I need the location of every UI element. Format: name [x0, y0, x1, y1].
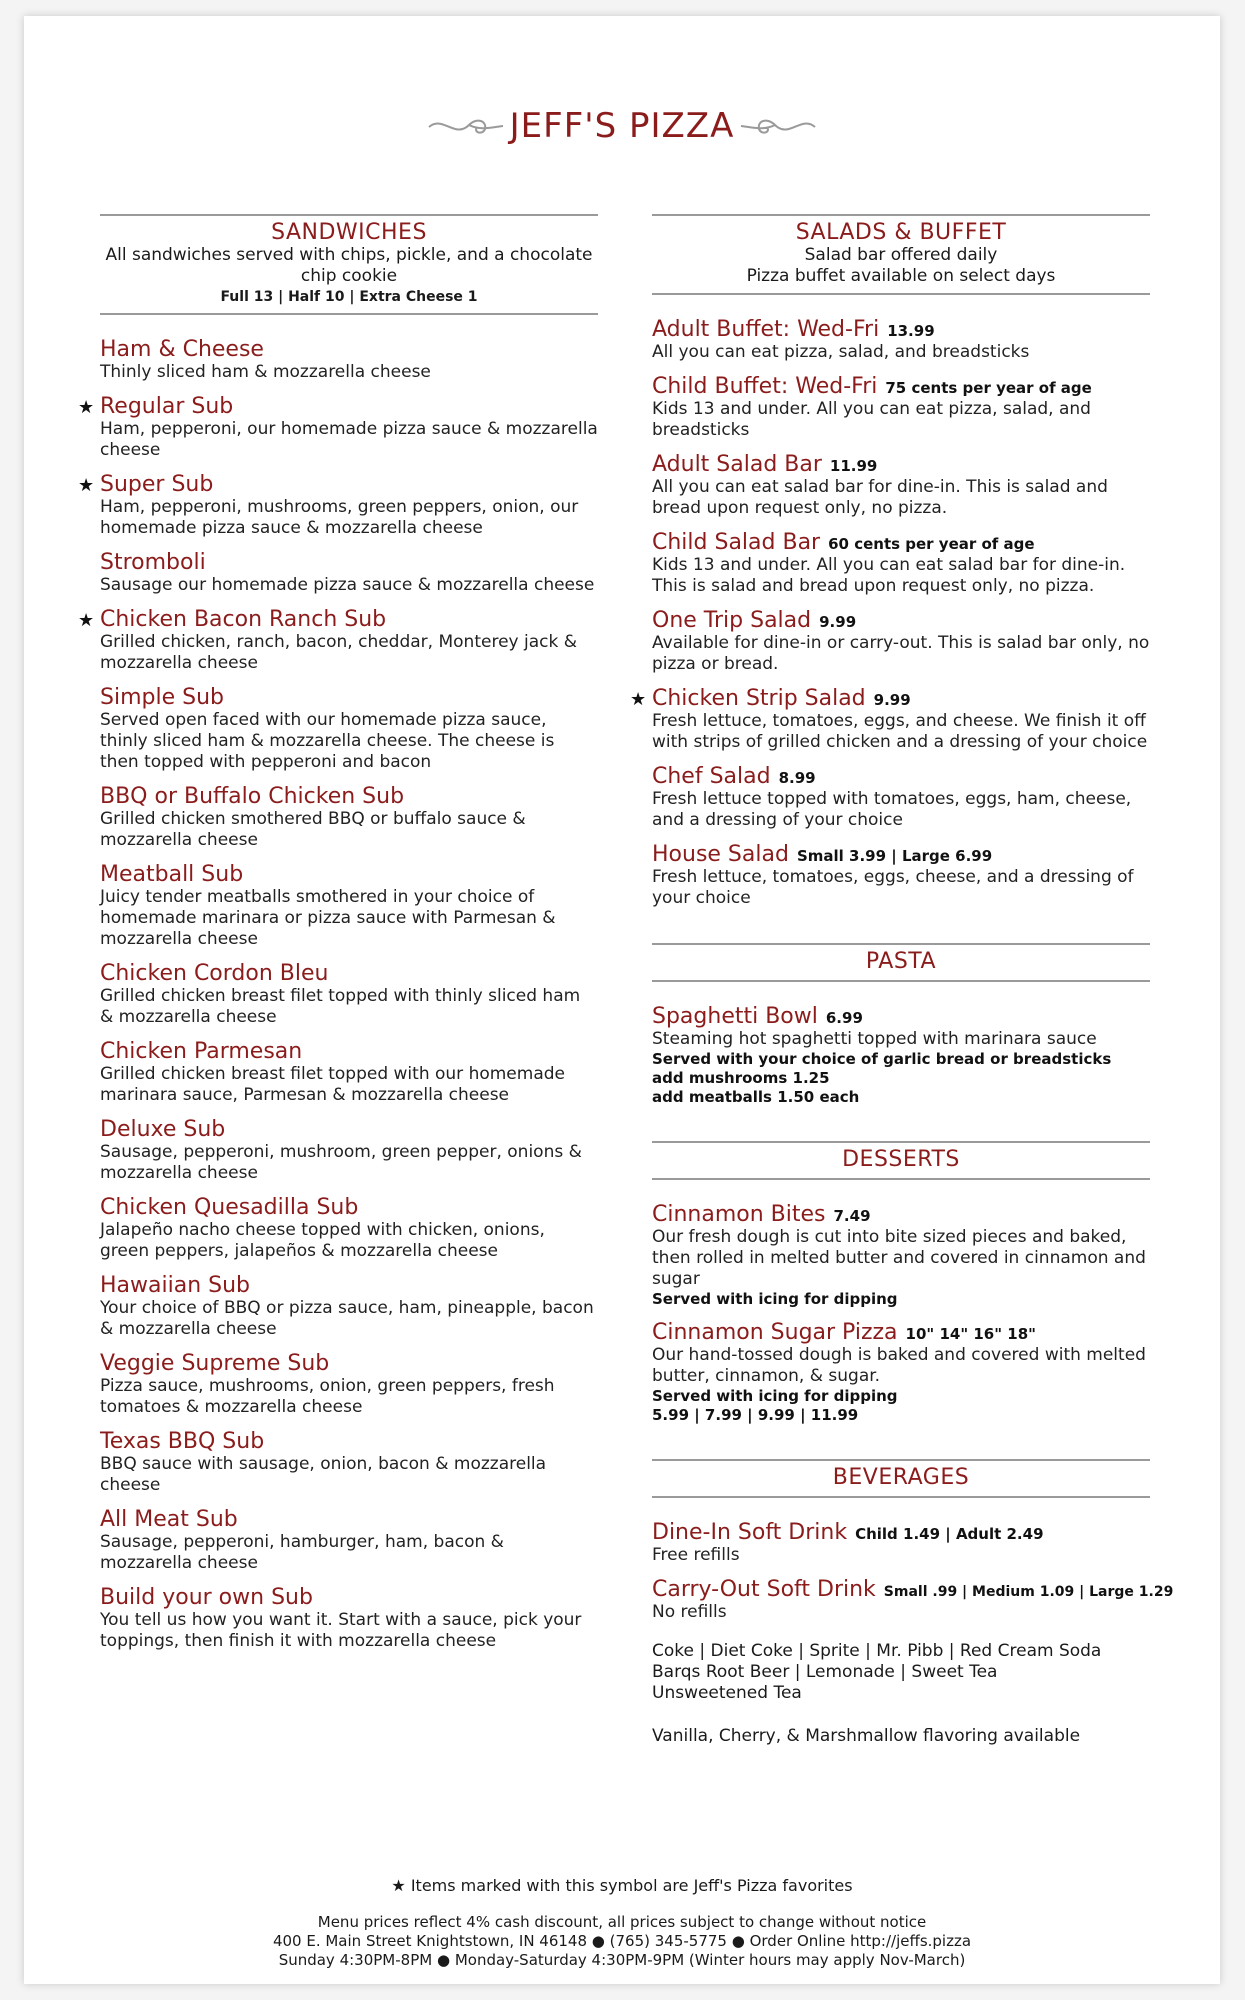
item-price: Small .99 | Medium 1.09 | Large 1.29: [883, 1584, 1174, 1600]
item-description: Sausage our homemade pizza sauce & mozzarella cheese: [100, 575, 595, 595]
item-sizes: 10" 14" 16" 18": [905, 1325, 1036, 1343]
menu-item: [652, 1004, 1150, 1107]
drink-list-line: Unsweetened Tea: [652, 1683, 802, 1703]
item-description: Grilled chicken smothered BBQ or buffalo sauce & mozzarella cheese: [100, 809, 526, 850]
favorite-star-icon: ★: [78, 397, 95, 418]
menu-item: [100, 1273, 598, 1340]
menu-item: [630, 686, 1150, 753]
item-description: All you can eat pizza, salad, and breadsticks: [652, 342, 1030, 362]
item-name: Child Buffet: Wed-Fri: [652, 374, 878, 399]
item-description: Ham, pepperoni, mushrooms, green peppers, onion, our homemade pizza sauce & mozzarella cheese: [100, 497, 579, 538]
item-description: Kids 13 and under. All you can eat pizza, salad, and breadsticks: [652, 399, 1091, 440]
menu-item: [652, 452, 1150, 519]
item-name: Chicken Parmesan: [100, 1039, 303, 1064]
item-price: 9.99: [819, 613, 857, 631]
footer-info: [24, 1913, 1220, 1970]
item-description: Grilled chicken breast filet topped with thinly sliced ham & mozzarella cheese: [100, 986, 581, 1027]
item-name: Stromboli: [100, 550, 206, 575]
item-description: You tell us how you want it. Start with a sauce, pick your toppings, then finish it with mozzarella cheese: [100, 1610, 582, 1651]
item-price: Child 1.49 | Adult 2.49: [855, 1525, 1044, 1543]
item-description: Available for dine-in or carry-out. This is salad bar only, no pizza or bread.: [652, 633, 1150, 674]
menu-header: [24, 106, 1220, 166]
item-description: No refills: [652, 1602, 727, 1622]
item-price: Small 3.99 | Large 6.99: [796, 847, 993, 865]
item-name: Texas BBQ Sub: [100, 1429, 265, 1454]
item-description: Fresh lettuce, tomatoes, eggs, cheese, and a dressing of your choice: [652, 867, 1134, 908]
menu-item: [652, 530, 1150, 597]
menu-item: [652, 1520, 1150, 1566]
item-name: Adult Buffet: Wed-Fri: [652, 317, 880, 342]
salads-title: SALADS & BUFFET: [795, 220, 1007, 245]
salads-header: [652, 214, 1150, 295]
menu-item: [100, 1585, 598, 1652]
left-flourish-icon: [425, 111, 505, 141]
item-description: Steaming hot spaghetti topped with marinara sauce: [652, 1029, 1097, 1049]
salads-subtitle-1: Salad bar offered daily: [804, 245, 998, 265]
item-price: 75 cents per year of age: [885, 379, 1092, 397]
menu-item: [100, 1507, 598, 1574]
sandwiches-title: SANDWICHES: [271, 220, 427, 245]
menu-page: [24, 16, 1220, 1984]
item-name: Spaghetti Bowl: [652, 1004, 818, 1029]
salad-list: [630, 317, 1150, 909]
item-name: Chicken Bacon Ranch Sub: [100, 607, 387, 632]
item-price: 7.49: [833, 1207, 871, 1225]
desserts-header: [652, 1141, 1150, 1180]
item-name: All Meat Sub: [100, 1507, 238, 1532]
menu-item: [100, 784, 598, 851]
item-description: Sausage, pepperoni, mushroom, green pepper, onions & mozzarella cheese: [100, 1142, 582, 1183]
sandwiches-subtitle: All sandwiches served with chips, pickle, and a chocolate chip cookie: [105, 245, 593, 286]
item-note: Served with icing for dipping: [652, 1290, 898, 1308]
menu-item: [652, 1320, 1150, 1425]
item-prices: 5.99 | 7.99 | 9.99 | 11.99: [652, 1406, 859, 1424]
item-price: 13.99: [887, 322, 935, 340]
item-description: All you can eat salad bar for dine-in. This is salad and bread upon request only, no pizza.: [652, 477, 1108, 518]
item-name: Child Salad Bar: [652, 530, 821, 555]
menu-item: [652, 608, 1150, 675]
drink-list: [652, 1641, 1150, 1704]
salads-subtitle-2: Pizza buffet available on select days: [746, 266, 1056, 286]
favorite-star-icon: ★: [78, 475, 95, 496]
item-name: Regular Sub: [100, 394, 234, 419]
item-description: Pizza sauce, mushrooms, onion, green peppers, fresh tomatoes & mozzarella cheese: [100, 1376, 555, 1417]
menu-item: [100, 862, 598, 950]
item-note: Served with icing for dipping: [652, 1387, 898, 1405]
beverages-header: [652, 1459, 1150, 1498]
menu-item: [100, 1195, 598, 1262]
item-name: Simple Sub: [100, 685, 224, 710]
item-description: BBQ sauce with sausage, onion, bacon & mozzarella cheese: [100, 1454, 547, 1495]
left-column: [78, 214, 598, 1652]
hours-line: Sunday 4:30PM-8PM ● Monday-Saturday 4:30PM-9PM (Winter hours may apply Nov-March): [278, 1951, 966, 1969]
item-name: Chicken Quesadilla Sub: [100, 1195, 359, 1220]
item-name: Deluxe Sub: [100, 1117, 226, 1142]
item-name: Cinnamon Sugar Pizza: [652, 1320, 898, 1345]
menu-item: [652, 374, 1150, 441]
item-name: Chicken Strip Salad: [652, 686, 866, 711]
item-name: One Trip Salad: [652, 608, 812, 633]
item-description: Grilled chicken, ranch, bacon, cheddar, Monterey jack & mozzarella cheese: [100, 632, 577, 673]
item-description: Fresh lettuce, tomatoes, eggs, and cheese. We finish it off with strips of grilled chicken and a dressing of your choice: [652, 711, 1148, 752]
right-column: [630, 214, 1174, 1746]
menu-item: [100, 1117, 598, 1184]
item-name: BBQ or Buffalo Chicken Sub: [100, 784, 405, 809]
item-description: Sausage, pepperoni, hamburger, ham, bacon & mozzarella cheese: [100, 1532, 504, 1573]
menu-item: [100, 550, 598, 596]
menu-item: [652, 1577, 1174, 1623]
menu-item: [100, 1039, 598, 1106]
drink-list-line: Barqs Root Beer | Lemonade | Sweet Tea: [652, 1662, 998, 1682]
favorite-star-icon: ★: [78, 610, 95, 631]
menu-item: [100, 961, 598, 1028]
item-note: add meatballs 1.50 each: [652, 1088, 860, 1106]
item-description: Fresh lettuce topped with tomatoes, eggs, ham, cheese, and a dressing of your choice: [652, 789, 1132, 830]
flavor-note: Vanilla, Cherry, & Marshmallow flavoring available: [652, 1726, 1081, 1746]
menu-item: [78, 394, 598, 461]
item-name: Cinnamon Bites: [652, 1202, 826, 1227]
item-description: Kids 13 and under. All you can eat salad bar for dine-in. This is salad and bread upon request only, no pizza.: [652, 555, 1126, 596]
sandwiches-header: [100, 214, 598, 315]
menu-item: [100, 685, 598, 773]
right-flourish-icon: [739, 111, 819, 141]
favorite-star-icon: ★: [630, 689, 647, 710]
restaurant-title: JEFF'S PIZZA: [509, 106, 735, 146]
item-name: Build your own Sub: [100, 1585, 313, 1610]
menu-item: [78, 472, 598, 539]
item-description: Ham, pepperoni, our homemade pizza sauce & mozzarella cheese: [100, 419, 598, 460]
menu-item: [100, 337, 598, 383]
item-name: Veggie Supreme Sub: [100, 1351, 330, 1376]
menu-item: [652, 1202, 1150, 1309]
item-description: Jalapeño nacho cheese topped with chicken, onions, green peppers, jalapeños & mozzarella cheese: [100, 1220, 545, 1261]
item-name: Hawaiian Sub: [100, 1273, 251, 1298]
menu-item: [652, 764, 1150, 831]
item-description: Our fresh dough is cut into bite sized pieces and baked, then rolled in melted butter and covered in cinnamon and sugar: [652, 1227, 1146, 1289]
pasta-header: [652, 943, 1150, 982]
item-description: Your choice of BBQ or pizza sauce, ham, pineapple, bacon & mozzarella cheese: [100, 1298, 594, 1339]
item-price: 11.99: [829, 457, 878, 475]
favorites-legend: ★ Items marked with this symbol are Jeff's Pizza favorites: [391, 1876, 853, 1895]
item-name: Dine-In Soft Drink: [652, 1520, 848, 1545]
pasta-title: PASTA: [865, 949, 937, 974]
item-name: Chicken Cordon Bleu: [100, 961, 329, 986]
beverages-title: BEVERAGES: [832, 1465, 970, 1490]
menu-item: [100, 1351, 598, 1418]
menu-item: [652, 317, 1150, 363]
item-description: Juicy tender meatballs smothered in your choice of homemade marinara or pizza sauce with Parmesan & mozzarella cheese: [100, 887, 556, 949]
item-name: Chef Salad: [652, 764, 771, 789]
sandwiches-pricing: Full 13 | Half 10 | Extra Cheese 1: [220, 289, 478, 305]
item-name: Super Sub: [100, 472, 214, 497]
item-note: Served with your choice of garlic bread or breadsticks: [652, 1050, 1112, 1068]
item-price: 60 cents per year of age: [828, 535, 1035, 553]
item-name: Meatball Sub: [100, 862, 244, 887]
item-name: House Salad: [652, 842, 789, 867]
desserts-title: DESSERTS: [842, 1147, 960, 1172]
item-price: 6.99: [825, 1009, 863, 1027]
item-description: Free refills: [652, 1545, 740, 1565]
sandwich-list: [78, 337, 598, 1652]
item-description: Served open faced with our homemade pizza sauce, thinly sliced ham & mozzarella cheese. The cheese is then topped with pepperoni and bacon: [100, 710, 555, 772]
menu-item: [652, 842, 1150, 909]
item-name: Ham & Cheese: [100, 337, 264, 362]
address-line: 400 E. Main Street Knightstown, IN 46148 ● (765) 345-5775 ● Order Online http://jeffs.pizza: [272, 1932, 972, 1950]
item-price: 8.99: [778, 769, 816, 787]
item-price: 9.99: [873, 691, 911, 709]
drink-list-line: Coke | Diet Coke | Sprite | Mr. Pibb | Red Cream Soda: [652, 1641, 1102, 1661]
menu-item: [78, 607, 598, 674]
item-description: Grilled chicken breast filet topped with our homemade marinara sauce, Parmesan & mozzarella cheese: [100, 1064, 565, 1105]
item-description: Our hand-tossed dough is baked and covered with melted butter, cinnamon, & sugar.: [652, 1345, 1146, 1386]
menu-item: [100, 1429, 598, 1496]
item-name: Carry-Out Soft Drink: [652, 1577, 876, 1602]
item-note: add mushrooms 1.25: [652, 1069, 830, 1087]
item-name: Adult Salad Bar: [652, 452, 822, 477]
item-description: Thinly sliced ham & mozzarella cheese: [100, 362, 431, 382]
price-disclaimer: Menu prices reflect 4% cash discount, all prices subject to change without notice: [317, 1913, 927, 1931]
